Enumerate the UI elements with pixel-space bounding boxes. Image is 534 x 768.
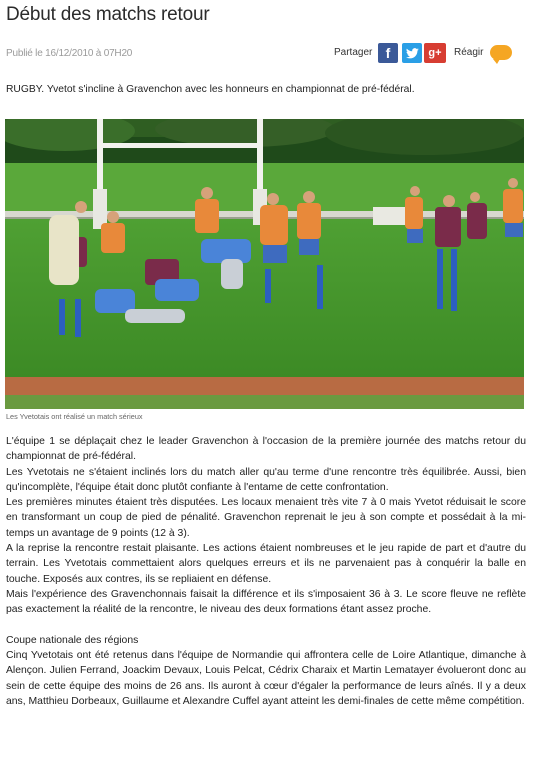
share-label: Partager — [334, 47, 373, 58]
react-label[interactable]: Réagir — [454, 47, 484, 58]
twitter-share-button[interactable] — [402, 43, 422, 63]
section-spacer — [6, 618, 526, 633]
facebook-icon: f — [385, 45, 391, 61]
publication-date: Publié le 16/12/2010 à 07H20 — [6, 48, 133, 59]
paragraph: A la reprise la rencontre restait plaisante. Les actions étaient nombreuses et le jeu rapide de part et d'autre du terrain. Les Yvetotais commettaient alors quelques erreurs et ils ne parvenaient pas à conquérir la balle en touche. Exposés aux contres, ils se repliaient en défense. — [6, 543, 526, 585]
article-lead: RUGBY. Yvetot s'incline à Gravenchon avec les honneurs en championnat de pré-fédéral. — [6, 84, 415, 95]
twitter-icon — [406, 48, 419, 59]
article-body — [6, 434, 526, 709]
rugby-match-photo — [5, 119, 524, 409]
facebook-share-button[interactable] — [378, 43, 398, 63]
paragraph: L'équipe 1 se déplaçait chez le leader Gravenchon à l'occasion de la première journée des matchs retour du championnat de pré-fédéral. — [6, 436, 526, 463]
paragraph: Les Yvetotais ne s'étaient inclinés lors du match aller qu'au terme d'une rencontre très équilibrée. Aussi, bien qu'incomplète, l'équipe était donc plutôt confiante à l'entame de cette confrontation. — [6, 466, 526, 493]
article-photo — [5, 119, 524, 409]
googleplus-icon: g+ — [428, 47, 442, 59]
googleplus-share-button[interactable] — [424, 43, 446, 63]
photo-caption: Les Yvetotais ont réalisé un match sérieux — [6, 412, 143, 421]
article-meta-bar — [0, 40, 534, 68]
paragraph: Cinq Yvetotais ont été retenus dans l'équipe de Normandie qui affrontera celle de Loire Atlantique, dimanche à Alençon. Julien Ferrand, Joackim Devaux, Louis Pelcat, Cédrix Charaix et Martin Lematayer évolueront donc au sein de cette équipe des moins de 26 ans. Ils auront à cœur d'égaler la performance de leurs aînés. Il y a deux ans, Matthieu Dorbeaux, Guillaume et Alexandre Cuffel ayant atteint les demi-finales de cette même compétition. — [6, 650, 526, 708]
comment-bubble-icon[interactable] — [490, 45, 512, 60]
paragraph: Les premières minutes étaient très disputées. Les locaux menaient très vite 7 à 0 mais Yvetot réduisait le score en transformant un coup de pied de pénalité. Gravenchon reprenait le jeu à son compte et possédait à la mi-temps un avantage de 9 points (12 à 3). — [6, 497, 526, 539]
article-title: Début des matchs retour — [6, 4, 210, 25]
section-heading: Coupe nationale des régions — [6, 634, 139, 646]
paragraph: Mais l'expérience des Gravenchonnais faisait la différence et ils s'imposaient 36 à 3. Le score fleuve ne reflète pas exactement la réalité de la rencontre, le niveau des deux formations étant assez proche. — [6, 588, 526, 616]
